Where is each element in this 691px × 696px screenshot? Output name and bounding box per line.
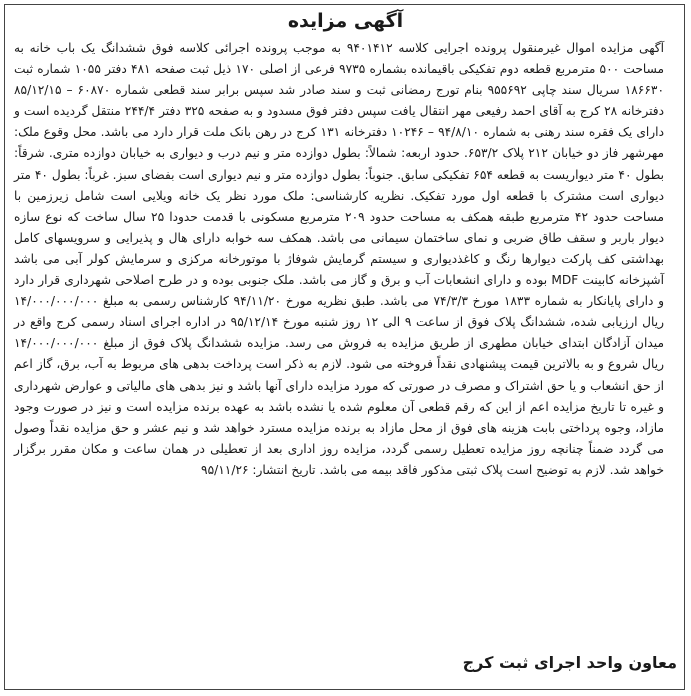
notice-body: آگهی مزایده اموال غیرمنقول پرونده اجرایی کلاسه ۹۴۰۱۴۱۲ به موجب پرونده اجرائی کلاسه فوق ششدانگ یک باب خانه به مساحت ۵۰۰ مترمربع قطعه دوم تفکیکی باقیمانده بشماره ۹۷۳۵ فرعی از اصلی ۱۷۰ ذیل ثبت صفحه ۴۸۱ دفتر ۱۰۵۵ شماره ثبت ۱۸۶۶۳۰ سریال سند چاپی ۹۵۵۶۹۲ بنام تورج رمضانی ثبت و سند صادر شد سپس برابر سند قطعی شماره ۶۰۸۷۰ – ۸۵/۱۲/۱۵ دفترخانه ۲۸ کرج به آقای احمد رفیعی مهر انتقال یافت سپس دفتر فوق مسدود و به صفحه ۳۲۵ دفتر ۲۴۴/۴ منتقل گردیده است و دارای یک فقره سند رهنی به شماره ۹۴/۸/۱۰ – ۱۰۲۴۶ دفترخانه ۱۳۱ کرج در رهن بانک ملت قرار دارد می باشد. محل وقوع ملک: مهرشهر فاز دو خیابان ۲۱۲ پلاک ۶۵۳/۲. حدود اربعه: شمالاً: بطول دوازده متر و نیم درب و دیواری به خیابان دوازده متری. شرقاً: بطول ۴۰ متر دیواریست به قطعه ۶۵۴ تفکیکی سابق. جنوباً: بطول دوازده متر و نیم دیواری است بفضای سبز. غرباً: بطول ۴۰ متر دیواری است مشترک با قطعه اول مورد تفکیک. نظریه کارشناسی: ملک مورد نظر یک خانه ویلایی است شامل زیرزمین با مساحت حدود ۴۲ مترمربع طبقه همکف به مساحت حدود ۲۰۹ مترمربع مسکونی با قدمت حدودا ۲۵ سال ساخت که نوع سازه دیوار باربر و سقف طاق ضربی و نمای ساختمان سیمانی می باشد. همکف سه خوابه دارای هال و پذیرایی و سرویسهای کامل بهداشتی کف پارکت دیوارها رنگ و کاغذدیواری و سیستم گرمایش شوفاژ با موتورخانه مرکزی و سرمایش کولر آبی می باشد آشپزخانه کابینت MDF بوده و دارای انشعابات آب و برق و گاز می باشد. ملک جنوبی بوده و در طرح اصلاحی شهرداری قرار دارد و دارای پایانکار به شماره ۱۸۳۳ مورخ ۷۴/۳/۳ می باشد. طبق نظریه مورخ ۹۴/۱۱/۲۰ کارشناس رسمی به مبلغ ۱۴/۰۰۰/۰۰۰/۰۰۰ ریال ارزیابی شده، ششدانگ پلاک فوق از ساعت ۹ الی ۱۲ روز شنبه مورخ ۹۵/۱۲/۱۴ در اداره اجرای اسناد رسمی کرج واقع در میدان آزادگان ابتدای خیابان مطهری از طریق مزایده به فروش می رسد. مزایده ششدانگ پلاک فوق از مبلغ ۱۴/۰۰۰/۰۰۰/۰۰۰ ریال شروع و به بالاترین قیمت پیشنهادی نقداً فروخته می شود. لازم به ذکر است پرداخت بدهی های مربوط به آب، برق، گاز اعم از حق انشعاب و یا حق اشتراک و مصرف در صورتی که مورد مزایده دارای آنها باشد و نیز بدهی های مالیاتی و عوارض شهرداری و غیره تا تاریخ مزایده اعم از این که رقم قطعی آن معلوم شده یا نشده باشد به عهده برنده مزایده است و نیز در صورت وجود مازاد، وجوه پرداختی بابت هزینه های فوق از محل مازاد به برنده مزایده مسترد خواهد شد و نیم عشر و حق مزایده نقداً وصول می گردد ضمناً چنانچه روز مزایده تعطیل رسمی گردد، مزایده روز اداری بعد از تعطیلی در همان ساعت و مکان مقرر برگزار خواهد شد. لازم به توضیح است پلاک ثبتی مذکور فاقد بیمه می باشد. تاریخ انتشار: ۹۵/۱۱/۲۶ [14, 41, 665, 477]
notice-title: آگهی مزایده [287, 10, 404, 32]
notice-signature: معاون واحد اجرای ثبت کرج [462, 653, 677, 672]
